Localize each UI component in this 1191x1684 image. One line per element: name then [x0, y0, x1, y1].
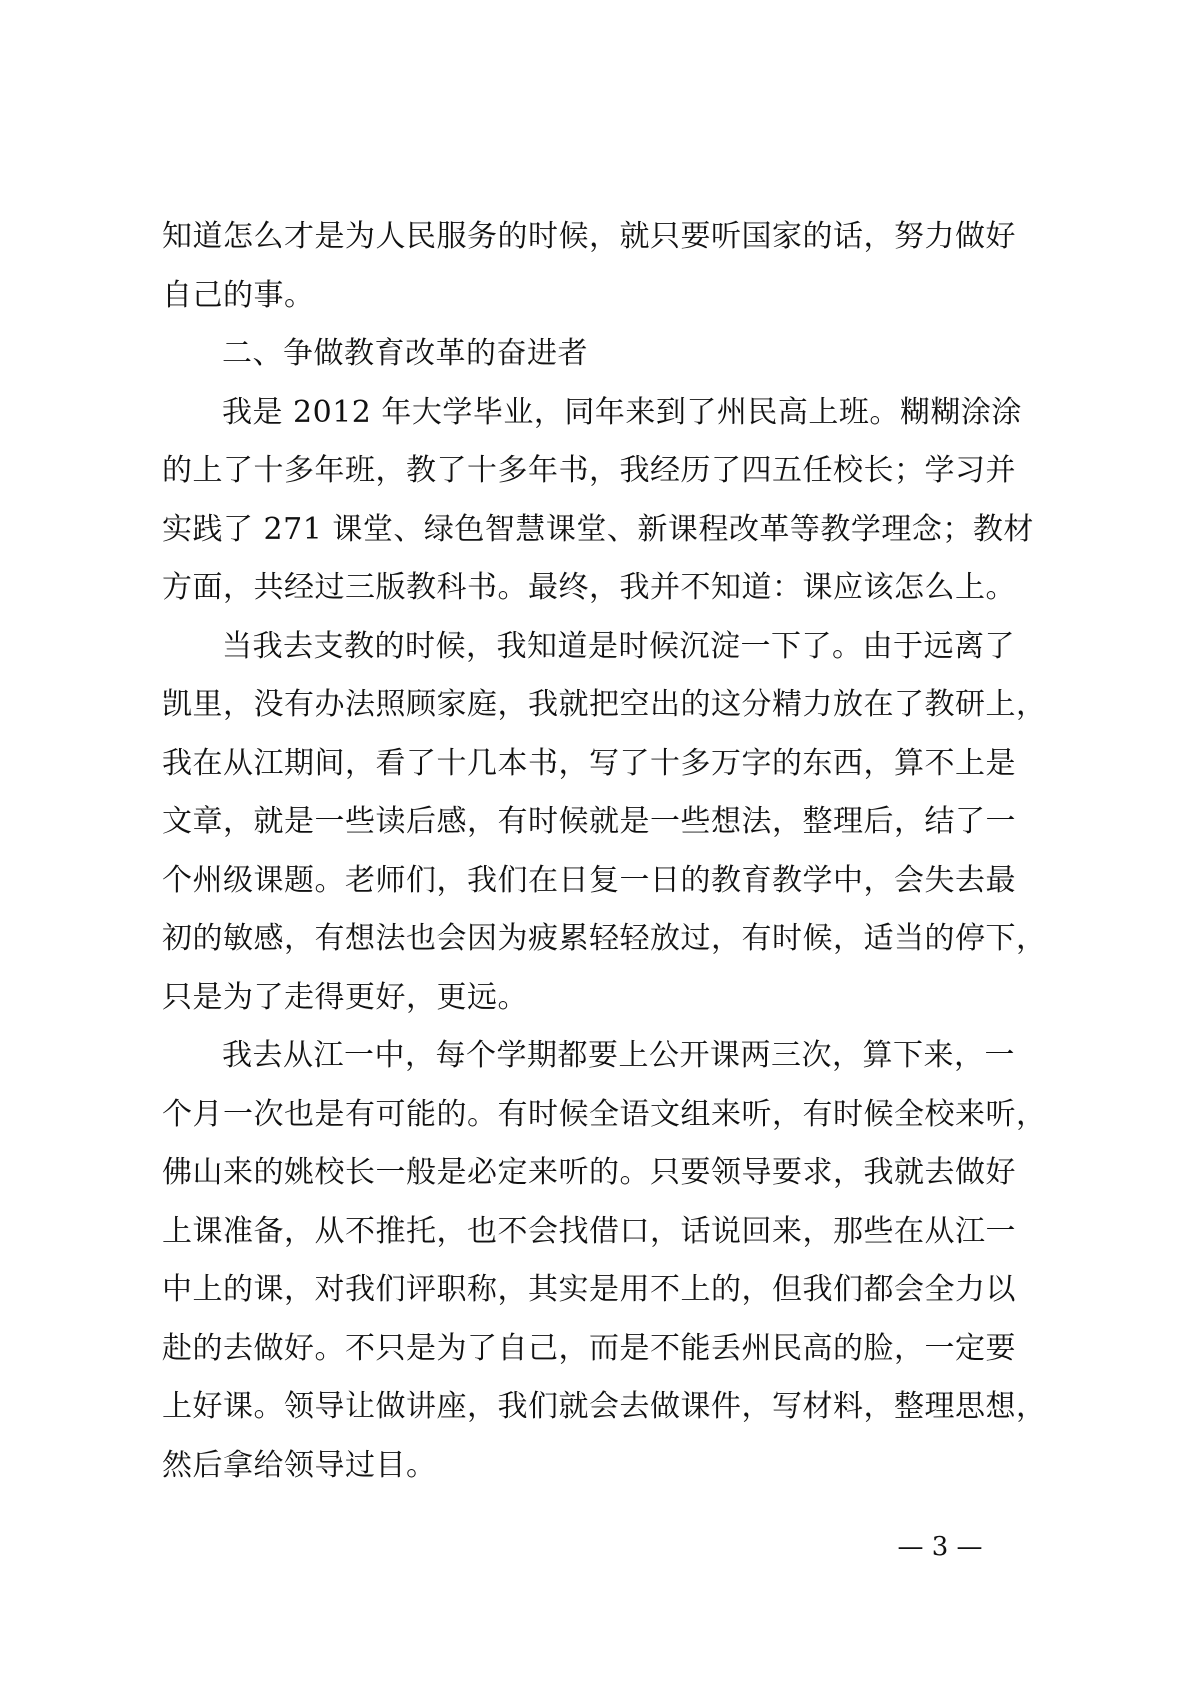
text-line: 个州级课题。老师们，我们在日复一日的教育教学中，会失去最 — [162, 862, 1016, 898]
text-line: 自己的事。 — [162, 277, 315, 313]
text-line: 实践了 271 课堂、绿色智慧课堂、新课程改革等教学理念；教材 — [162, 511, 1034, 547]
page-number: — 3 — — [897, 1532, 983, 1562]
text-line: 知道怎么才是为人民服务的时候，就只要听国家的话，努力做好 — [162, 219, 1016, 254]
text-line: 个月一次也是有可能的。有时候全语文组来听，有时候全校来听， — [162, 1096, 1047, 1132]
text-line: 中上的课，对我们评职称，其实是用不上的，但我们都会全力以 — [162, 1272, 1016, 1307]
text-line: 佛山来的姚校长一般是必定来听的。只要领导要求，我就去做好 — [162, 1155, 1016, 1190]
text-line: 只是为了走得更好，更远。 — [162, 979, 528, 1015]
body-text — [162, 208, 1047, 1495]
text-line: 初的敏感，有想法也会因为疲累轻轻放过，有时候，适当的停下， — [162, 921, 1047, 956]
text-line: 我是 2012 年大学毕业，同年来到了州民高上班。糊糊涂涂 — [222, 394, 1022, 430]
text-line: 凯里，没有办法照顾家庭，我就把空出的这分精力放在了教研上， — [162, 687, 1047, 722]
text-line: 赴的去做好。不只是为了自己，而是不能丢州民高的脸，一定要 — [162, 1330, 1016, 1366]
text-line: 二、争做教育改革的奋进者 — [222, 336, 588, 371]
text-line: 我在从江期间，看了十几本书，写了十多万字的东西，算不上是 — [162, 745, 1016, 781]
text-line: 上好课。领导让做讲座，我们就会去做课件，写材料，整理思想， — [162, 1389, 1047, 1424]
text-line: 我去从江一中，每个学期都要上公开课两三次，算下来，一 — [222, 1038, 1015, 1073]
text-line: 然后拿给领导过目。 — [162, 1447, 437, 1483]
text-line: 方面，共经过三版教科书。最终，我并不知道：课应该怎么上。 — [162, 570, 1016, 605]
text-line: 上课准备，从不推托，也不会找借口，话说回来，那些在从江一 — [162, 1213, 1016, 1249]
text-line: 文章，就是一些读后感，有时候就是一些想法，整理后，结了一 — [162, 804, 1016, 839]
text-line: 的上了十多年班，教了十多年书，我经历了四五任校长；学习并 — [162, 453, 1016, 488]
text-line: 当我去支教的时候，我知道是时候沉淀一下了。由于远离了 — [222, 628, 1015, 664]
